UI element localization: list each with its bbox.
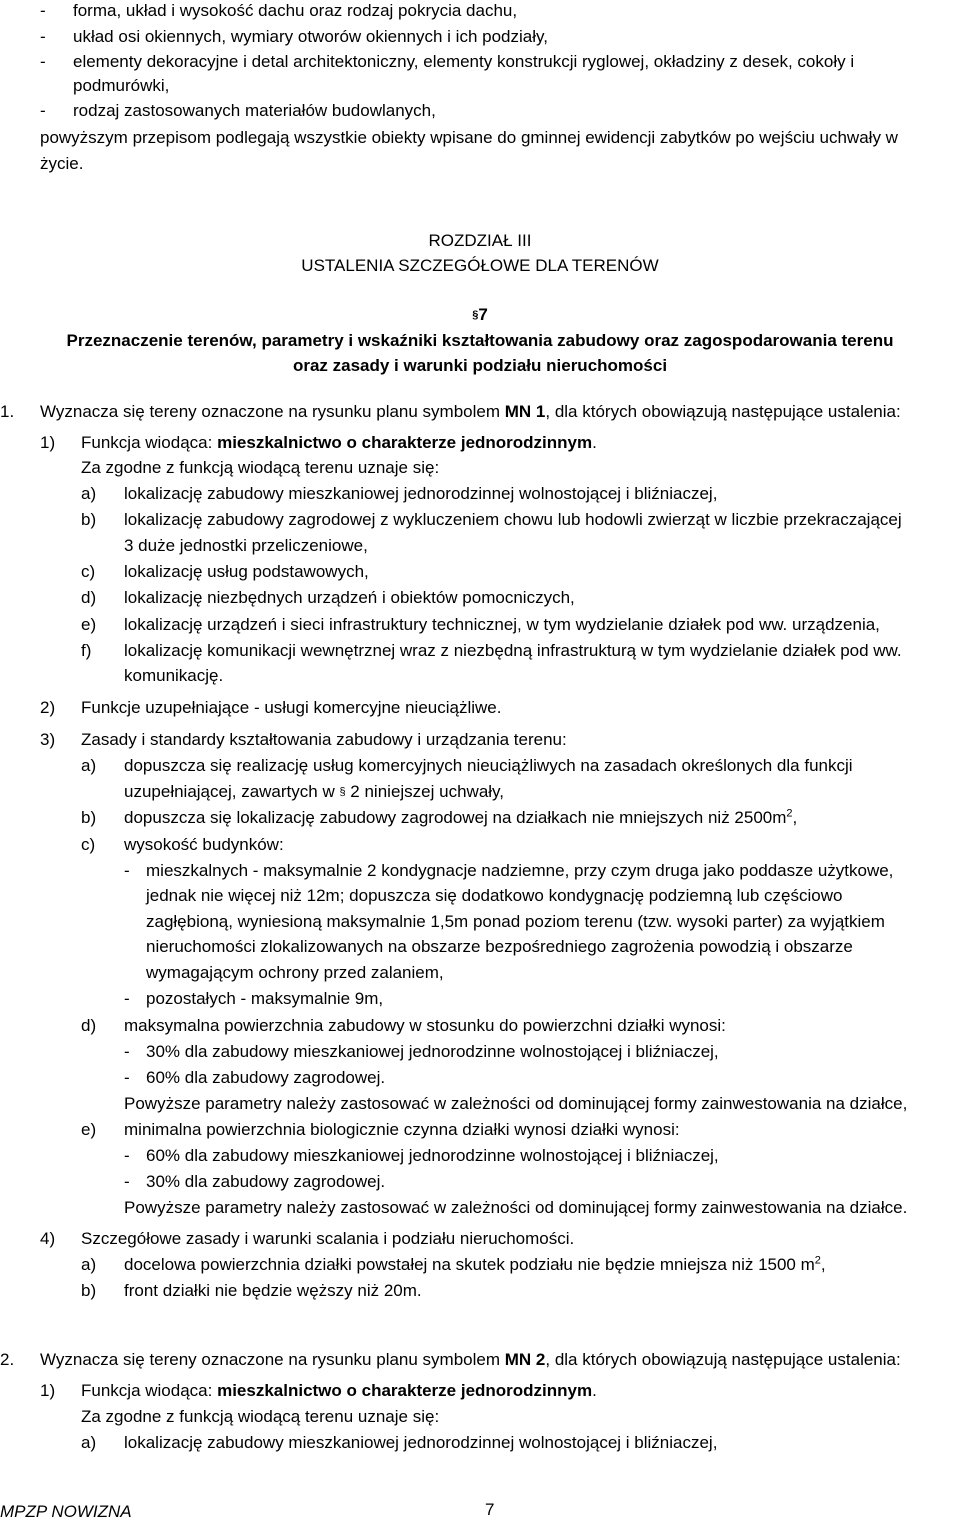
section-sign: § — [339, 786, 346, 798]
f1-item-b-cont: 3 duże jednostki przeliczeniowe, — [124, 536, 368, 555]
p2-function-1-intro: Za zgodne z funkcją wiodącą terenu uznaje się: — [81, 1407, 440, 1426]
f3-e-dash-2: - — [124, 1172, 130, 1191]
f3-item-d: maksymalna powierzchnia zabudowy w stosunku do powierzchni działki wynosi: — [124, 1016, 726, 1035]
function-4-text: Szczegółowe zasady i warunki scalania i podziału nieruchomości. — [81, 1229, 575, 1248]
f3-e-dash-1: - — [124, 1146, 130, 1165]
intro-item-3-cont: podmurówki, — [73, 76, 170, 95]
f3-d-note: Powyższe parametry należy zastosować w zależności od dominującej formy zainwestowania na działce, — [124, 1094, 908, 1113]
f3-item-b: dopuszcza się lokalizację zabudowy zagrodowej na działkach nie mniejszych niż $2500m^2$, — [124, 807, 798, 827]
function-2-text: Funkcje uzupełniające - usługi komercyjne nieuciążliwe. — [81, 698, 502, 717]
p2-function-1-number: 1) — [40, 1381, 56, 1400]
f1-item-c-label: c) — [81, 562, 96, 581]
f3-item-b-label: b) — [81, 808, 97, 827]
f3-d-dash-2: - — [124, 1068, 130, 1087]
section-sign: § — [472, 309, 479, 321]
section-number: §7 — [472, 305, 488, 324]
f1-item-e: lokalizację urządzeń i sieci infrastruktury technicznej, w tym wydzielanie działek pod ww. urządzenia, — [124, 615, 880, 634]
f3-d-dash-1: - — [124, 1042, 130, 1061]
f4-item-b-label: b) — [81, 1281, 97, 1300]
footer-document-name: MPZP NOWIZNA — [0, 1502, 132, 1521]
f4-item-a: docelowa powierzchnia działki powstałej na skutek podziału nie będzie mniejsza niż 1500 $m^2$, — [124, 1254, 826, 1274]
p2-function-1-text: Funkcja wiodąca: mieszkalnictwo o charakterze jednorodzinnym. — [81, 1381, 597, 1400]
f3-c-item-1-cont-4: wymagającym ochrony przed zalaniem, — [146, 963, 444, 982]
paragraph-1-lead: Wyznacza się tereny oznaczone na rysunku planu symbolem MN 1, dla których obowiązują następujące ustalenia: — [40, 402, 901, 421]
f4-item-b: front działki nie będzie węższy niż 20m. — [124, 1281, 422, 1300]
f1-item-b: lokalizację zabudowy zagrodowej z wykluczeniem chowu lub hodowli zwierząt w liczbie przekraczającej — [124, 510, 902, 529]
f1-item-c: lokalizację usług podstawowych, — [124, 562, 369, 581]
f1-item-d-label: d) — [81, 588, 97, 607]
f3-e-item-2: 30% dla zabudowy zagrodowej. — [146, 1172, 386, 1191]
function-2-number: 2) — [40, 698, 56, 717]
paragraph-2-lead: Wyznacza się tereny oznaczone na rysunku planu symbolem MN 2, dla których obowiązują następujące ustalenia: — [40, 1350, 901, 1369]
f3-c-item-1-cont-2: zagłębioną, wyniesioną maksymalnie 1,5m ponad poziom terenu (tzw. wysoki parter) za wyjątkiem — [146, 912, 885, 931]
zone-symbol: MN 1 — [504, 402, 546, 421]
function-4-number: 4) — [40, 1229, 56, 1248]
paragraph-2-number: 2. — [0, 1350, 15, 1369]
f3-item-e-label: e) — [81, 1120, 97, 1139]
intro-paragraph: powyższym przepisom podlegają wszystkie obiekty wpisane do gminnej ewidencji zabytków po wejściu uchwały w — [40, 128, 898, 147]
zone-symbol: MN 2 — [504, 1350, 546, 1369]
f3-c-dash-2: - — [124, 989, 130, 1008]
intro-dash-3: - — [40, 52, 46, 71]
f3-item-a-cont: uzupełniającej, zawartych w § 2 niniejszej uchwały, — [124, 782, 505, 801]
function-1-text: Funkcja wiodąca: mieszkalnictwo o charakterze jednorodzinnym. — [81, 433, 597, 452]
intro-paragraph-cont: życie. — [40, 154, 84, 173]
intro-item-1: forma, układ i wysokość dachu oraz rodzaj pokrycia dachu, — [73, 1, 518, 20]
f3-c-item-1: mieszkalnych - maksymalnie 2 kondygnacje nadziemne, przy czym druga jako poddasze użytkowe, — [146, 861, 894, 880]
f3-c-item-1-cont-3: nieruchomości zlokalizowanych na obszarze bezpośredniego zagrożenia powodzią i obszarze — [146, 937, 853, 956]
function-1-intro: Za zgodne z funkcją wiodącą terenu uznaje się: — [81, 458, 440, 477]
f1-item-d: lokalizację niezbędnych urządzeń i obiektów pomocniczych, — [124, 588, 575, 607]
f3-e-item-1: 60% dla zabudowy mieszkaniowej jednorodzinne wolnostojącej i bliźniaczej, — [146, 1146, 719, 1165]
f1-item-f: lokalizację komunikacji wewnętrznej wraz z niezbędną infrastrukturą w tym wydzielanie działek pod ww. — [124, 641, 902, 660]
section-heading-line-1: Przeznaczenie terenów, parametry i wskaźniki kształtowania zabudowy oraz zagospodarowania terenu — [66, 331, 894, 350]
footer-page-number: 7 — [485, 1500, 495, 1519]
f1-item-b-label: b) — [81, 510, 97, 529]
function-3-text: Zasady i standardy kształtowania zabudowy i urządzania terenu: — [81, 730, 567, 749]
intro-dash-4: - — [40, 101, 46, 120]
f4-item-a-label: a) — [81, 1255, 97, 1274]
f3-item-c: wysokość budynków: — [124, 835, 284, 854]
f1-item-a-label: a) — [81, 484, 97, 503]
function-1-number: 1) — [40, 433, 56, 452]
f3-item-e: minimalna powierzchnia biologicznie czynna działki wynosi działki wynosi: — [124, 1120, 680, 1139]
intro-dash-1: - — [40, 1, 46, 20]
f3-c-item-2: pozostałych - maksymalnie 9m, — [146, 989, 384, 1008]
f3-e-note: Powyższe parametry należy zastosować w zależności od dominującej formy zainwestowania na działce. — [124, 1198, 908, 1217]
chapter-title: ROZDZIAŁ III — [428, 231, 532, 250]
f3-c-item-1-cont-1: jednak nie więcej niż 12m; dopuszcza się dodatkowo kondygnację podziemną lub częściowo — [146, 886, 843, 905]
intro-item-2: układ osi okiennych, wymiary otworów okiennych i ich podziały, — [73, 27, 548, 46]
f1-item-f-cont: komunikację. — [124, 666, 224, 685]
f3-item-a: dopuszcza się realizację usług komercyjnych nieuciążliwych na zasadach określonych dla funkcji — [124, 756, 853, 775]
f1-item-f-label: f) — [81, 641, 92, 660]
f3-d-item-2: 60% dla zabudowy zagrodowej. — [146, 1068, 386, 1087]
f3-c-dash-1: - — [124, 861, 130, 880]
section-heading-line-2: oraz zasady i warunki podziału nieruchomości — [292, 356, 668, 375]
f3-item-a-label: a) — [81, 756, 97, 775]
f3-item-c-label: c) — [81, 835, 96, 854]
intro-dash-2: - — [40, 27, 46, 46]
f3-item-d-label: d) — [81, 1016, 97, 1035]
intro-item-4: rodzaj zastosowanych materiałów budowlanych, — [73, 101, 436, 120]
p2-f1-item-a-label: a) — [81, 1433, 97, 1452]
intro-item-3: elementy dekoracyjne i detal architektoniczny, elementy konstrukcji ryglowej, okładziny z desek, cokoły i — [73, 52, 855, 71]
f1-item-e-label: e) — [81, 615, 97, 634]
function-3-number: 3) — [40, 730, 56, 749]
paragraph-1-number: 1. — [0, 402, 15, 421]
f1-item-a: lokalizację zabudowy mieszkaniowej jednorodzinnej wolnostojącej i bliźniaczej, — [124, 484, 718, 503]
f3-d-item-1: 30% dla zabudowy mieszkaniowej jednorodzinne wolnostojącej i bliźniaczej, — [146, 1042, 719, 1061]
p2-f1-item-a: lokalizację zabudowy mieszkaniowej jednorodzinnej wolnostojącej i bliźniaczej, — [124, 1433, 718, 1452]
chapter-subtitle: USTALENIA SZCZEGÓŁOWE DLA TERENÓW — [301, 256, 659, 275]
